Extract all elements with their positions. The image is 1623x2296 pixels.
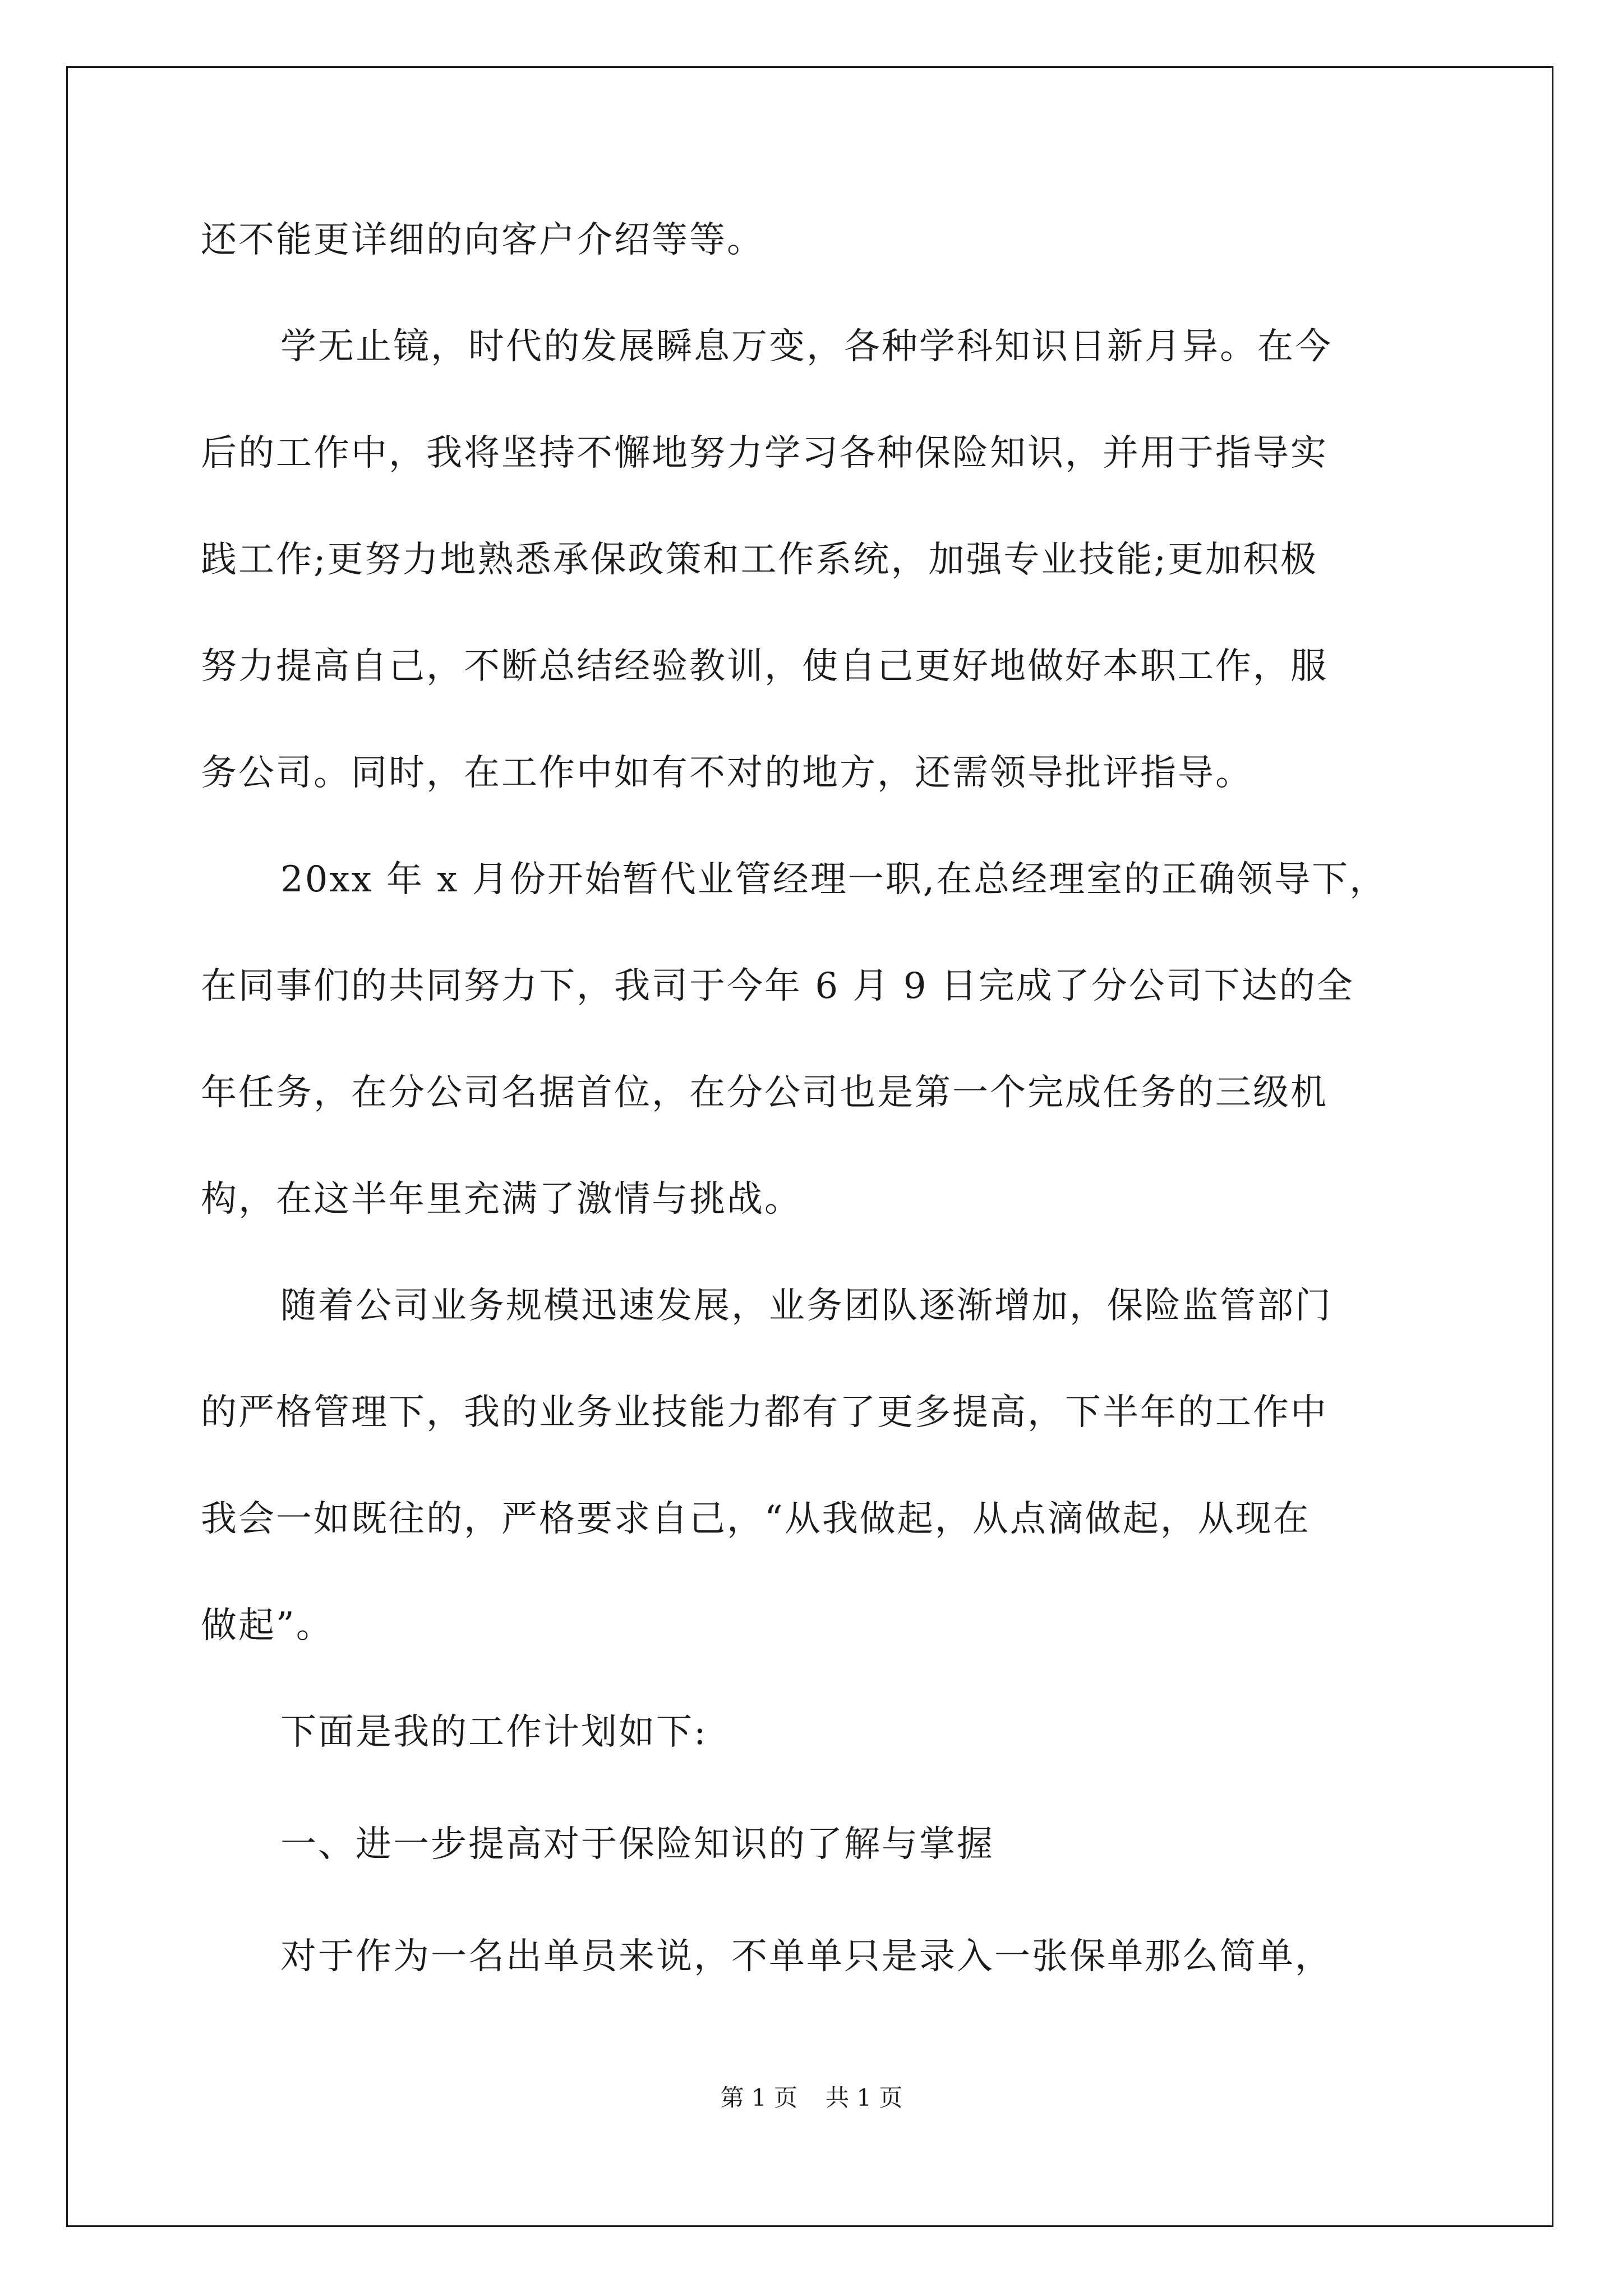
text-line: 做起”。 — [201, 1605, 334, 1646]
text-line: 在同事们的共同努力下，我司于今年 6 月 9 日完成了分公司下达的全 — [201, 965, 1354, 1007]
text-line: 努力提高自己，不断总结经验教训，使自己更好地做好本职工作，服 — [201, 646, 1328, 687]
page-border — [66, 66, 1553, 2227]
text-line: 的严格管理下，我的业务业技能力都有了更多提高，下半年的工作中 — [201, 1392, 1328, 1433]
text-line: 对于作为一名出单员来说，不单单只是录入一张保单那么简单， — [280, 1936, 1332, 1977]
text-line: 务公司。同时，在工作中如有不对的地方，还需领导批评指导。 — [201, 752, 1253, 794]
page-footer — [0, 2081, 1623, 2115]
section-heading: 一、进一步提高对于保险知识的了解与掌握 — [280, 1824, 994, 1865]
text-line: 年任务，在分公司名据首位，在分公司也是第一个完成任务的三级机 — [201, 1072, 1328, 1114]
page-total: 共 1 页 — [826, 2084, 903, 2111]
text-line: 还不能更详细的向客户介绍等等。 — [201, 219, 764, 261]
text-line: 下面是我的工作计划如下: — [280, 1711, 708, 1753]
text-line: 构，在这半年里充满了激情与挑战。 — [201, 1179, 802, 1220]
text-line: 随着公司业务规模迅速发展，业务团队逐渐增加，保险监管部门 — [280, 1285, 1332, 1327]
page-number: 第 1 页 — [720, 2084, 797, 2111]
text-line: 学无止镜，时代的发展瞬息万变，各种学科知识日新月异。在今 — [280, 326, 1332, 367]
text-line: 20xx 年 x 月份开始暂代业管经理一职,在总经理室的正确领导下， — [280, 859, 1387, 900]
text-line: 后的工作中，我将坚持不懈地努力学习各种保险知识，并用于指导实 — [201, 432, 1328, 474]
text-line: 我会一如既往的，严格要求自己，“从我做起，从点滴做起，从现在 — [201, 1498, 1311, 1540]
text-line: 践工作;更努力地熟悉承保政策和工作系统，加强专业技能;更加积极 — [201, 539, 1318, 581]
